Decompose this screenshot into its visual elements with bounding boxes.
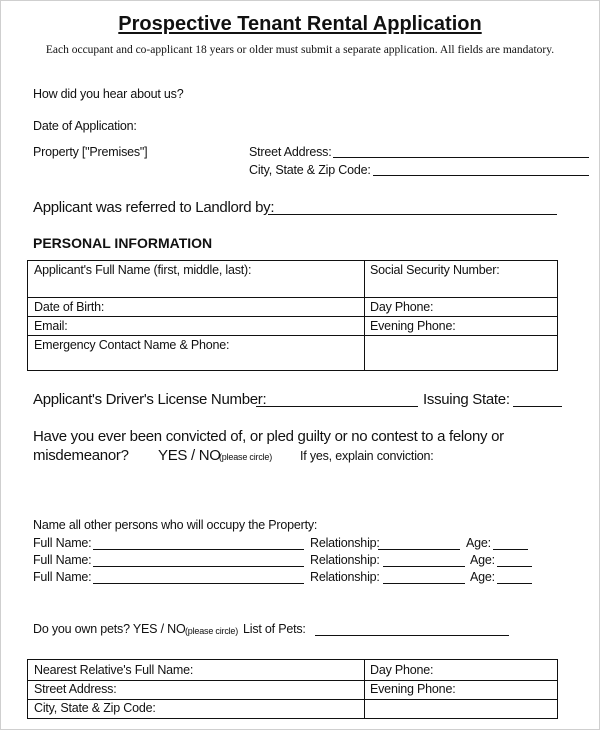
occupant-age-label: Age:: [470, 570, 495, 584]
pets-list-field[interactable]: [315, 635, 509, 636]
occupant-age-label: Age:: [466, 536, 491, 550]
occupant-relationship-field[interactable]: [383, 583, 465, 584]
evening-phone-cell[interactable]: Evening Phone:: [370, 319, 456, 333]
date-of-application-label: Date of Application:: [33, 119, 137, 133]
day-phone-cell[interactable]: Day Phone:: [370, 300, 434, 314]
relative-full-name-cell[interactable]: Nearest Relative's Full Name:: [34, 663, 194, 677]
nearest-relative-table: [27, 659, 558, 719]
pets-list-label: List of Pets:: [243, 622, 306, 636]
property-label: Property ["Premises"]: [33, 145, 148, 159]
occupant-full-name-label: Full Name:: [33, 570, 92, 584]
personal-information-heading: PERSONAL INFORMATION: [33, 235, 213, 251]
relative-city-state-zip-cell[interactable]: City, State & Zip Code:: [34, 701, 156, 715]
issuing-state-label: Issuing State:: [423, 391, 510, 408]
occupant-full-name-field[interactable]: [93, 549, 304, 550]
relative-evening-phone-cell[interactable]: Evening Phone:: [370, 682, 456, 696]
email-cell[interactable]: Email:: [34, 319, 68, 333]
row-divider: [28, 316, 557, 317]
instructions: Each occupant and co-applicant 18 years or older must submit a separate application. All fields are mandatory.: [45, 44, 555, 56]
row-divider: [28, 335, 557, 336]
occupant-relationship-field[interactable]: [378, 549, 460, 550]
conviction-please-circle: (please circle): [219, 452, 273, 462]
relative-street-address-cell[interactable]: Street Address:: [34, 682, 117, 696]
occupant-relationship-label: Relationship:: [310, 536, 380, 550]
ssn-cell[interactable]: Social Security Number:: [370, 263, 500, 277]
full-name-cell[interactable]: Applicant's Full Name (first, middle, last):: [34, 263, 252, 277]
occupant-full-name-label: Full Name:: [33, 553, 92, 567]
occupant-age-field[interactable]: [497, 566, 532, 567]
occupant-age-field[interactable]: [497, 583, 532, 584]
conviction-question: Have you ever been convicted of, or pled guilty or no contest to a felony or: [33, 428, 504, 445]
occupant-age-field[interactable]: [493, 549, 528, 550]
pets-please-circle: (please circle): [185, 626, 239, 636]
how-heard-label: How did you hear about us?: [33, 87, 184, 101]
conviction-question-cont: misdemeanor?: [33, 447, 129, 464]
occupant-full-name-field[interactable]: [93, 566, 304, 567]
dob-cell[interactable]: Date of Birth:: [34, 300, 105, 314]
emergency-contact-cell[interactable]: Emergency Contact Name & Phone:: [34, 338, 230, 352]
occupant-relationship-label: Relationship:: [310, 570, 380, 584]
title-text: Prospective Tenant Rental Application: [118, 13, 482, 35]
city-state-zip-field[interactable]: [373, 175, 589, 176]
conviction-yes-no[interactable]: YES / NO: [158, 447, 221, 464]
occupant-age-label: Age:: [470, 553, 495, 567]
referred-by-field[interactable]: [268, 214, 557, 215]
issuing-state-field[interactable]: [513, 406, 562, 407]
pets-question[interactable]: Do you own pets? YES / NO: [33, 622, 186, 636]
relative-day-phone-cell[interactable]: Day Phone:: [370, 663, 434, 677]
occupant-full-name-label: Full Name:: [33, 536, 92, 550]
occupant-full-name-field[interactable]: [93, 583, 304, 584]
occupant-relationship-field[interactable]: [383, 566, 465, 567]
occupants-heading: Name all other persons who will occupy the Property:: [33, 518, 318, 532]
referred-by-label: Applicant was referred to Landlord by:: [33, 199, 275, 216]
street-address-field[interactable]: [333, 157, 589, 158]
page-title: [0, 12, 600, 36]
street-address-label: Street Address:: [249, 145, 332, 159]
license-number-label: Applicant's Driver's License Number:: [33, 391, 267, 408]
conviction-explain-label: If yes, explain conviction:: [300, 449, 434, 463]
license-number-field[interactable]: [256, 406, 418, 407]
row-divider: [28, 297, 557, 298]
column-divider: [364, 660, 365, 718]
occupant-relationship-label: Relationship:: [310, 553, 380, 567]
personal-information-table: [27, 260, 558, 371]
city-state-zip-label: City, State & Zip Code:: [249, 163, 371, 177]
